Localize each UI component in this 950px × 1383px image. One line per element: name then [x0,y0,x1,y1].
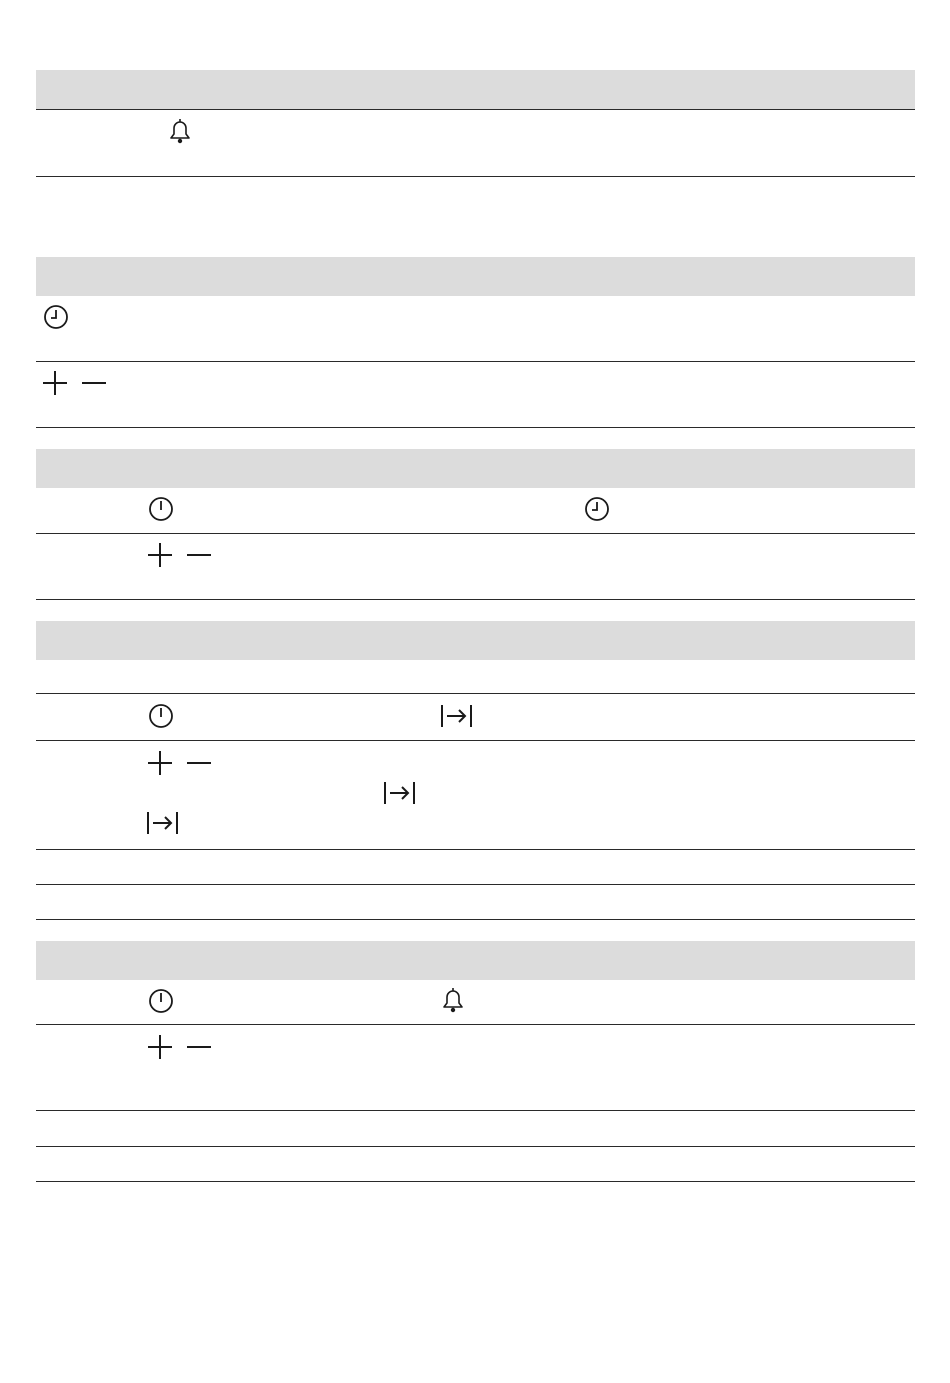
section-2-rule-1 [36,361,915,362]
minus-icon [185,1033,225,1063]
end-time-icon [383,779,423,809]
section-1-header [36,70,915,109]
section-5-rule-4 [36,1181,915,1182]
plus-icon [146,749,186,779]
section-2-rule-2 [36,427,915,428]
timer-icon [147,702,187,732]
minus-icon [185,749,225,779]
section-5-rule-3 [36,1146,915,1147]
section-3-header [36,449,915,488]
timer-icon [147,987,187,1017]
section-5-rule-2 [36,1110,915,1111]
section-4-rule-4 [36,884,915,885]
section-4-header [36,621,915,660]
clock-icon [42,303,82,333]
bell-icon [437,985,477,1015]
plus-icon [41,369,81,399]
section-2-header [36,257,915,296]
minus-icon [185,541,225,571]
section-4-rule-5 [36,919,915,920]
end-time-icon [146,809,186,839]
section-3-rule-1 [36,533,915,534]
plus-icon [146,1033,186,1063]
section-5-rule-1 [36,1024,915,1025]
section-4-rule-1 [36,693,915,694]
section-3-rule-2 [36,599,915,600]
plus-icon [146,541,186,571]
section-1-rule-bottom [36,176,915,177]
section-5-header [36,941,915,980]
section-4-rule-2 [36,740,915,741]
section-4-rule-3 [36,849,915,850]
section-1-rule-top [36,109,915,110]
clock-icon [583,495,623,525]
bell-icon [164,116,204,146]
end-time-icon [440,702,480,732]
timer-icon [147,495,187,525]
minus-icon [80,369,120,399]
